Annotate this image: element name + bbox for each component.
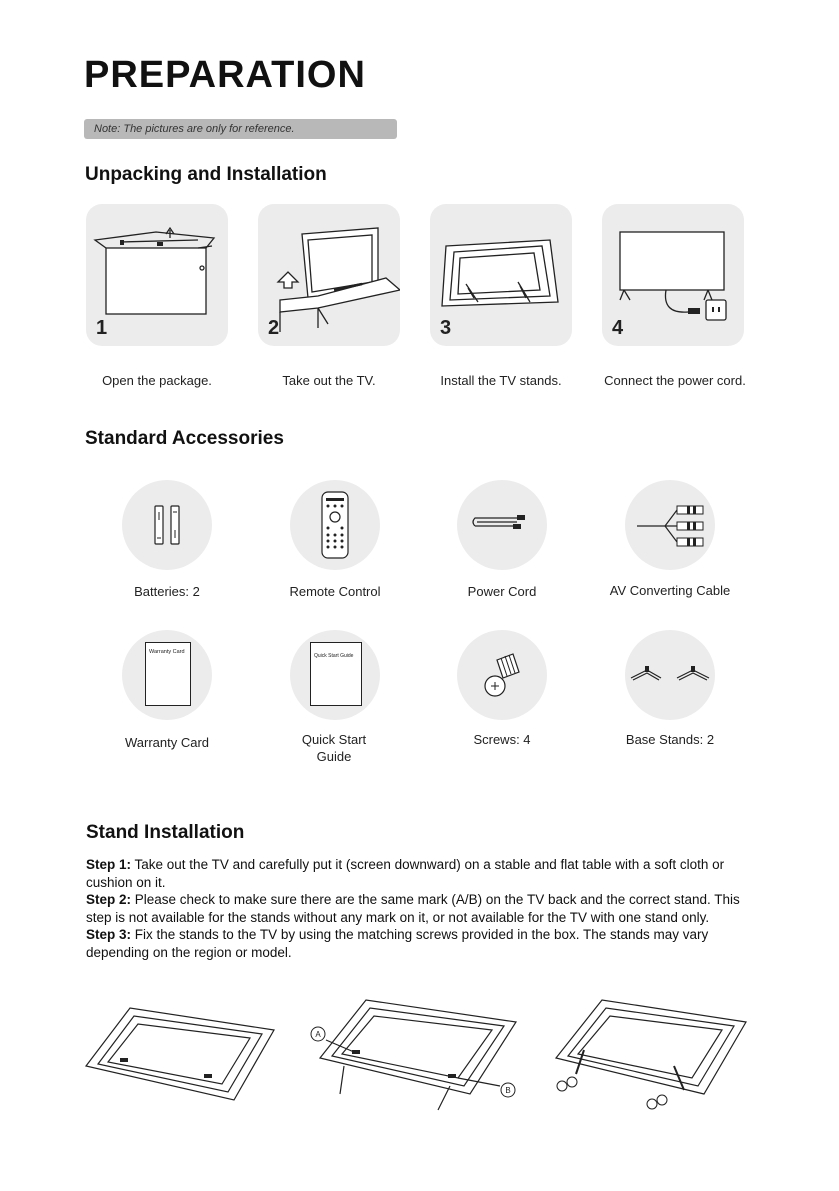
av-cable-icon [625, 480, 715, 570]
page-title: PREPARATION [84, 54, 366, 96]
step-card-take-out-tv [258, 204, 400, 346]
warranty-card-icon [145, 642, 191, 706]
step-3-text [86, 926, 756, 961]
step-caption: Take out the TV. [282, 373, 376, 388]
accessories-heading: Standard Accessories [85, 428, 284, 449]
accessory-label: AV Converting Cable [609, 583, 731, 598]
reference-note: Note: The pictures are only for reference. [84, 119, 397, 139]
guide-booklet-icon [310, 642, 362, 706]
quick-start-guide-item [290, 630, 380, 720]
unpacking-heading: Unpacking and Installation [85, 164, 327, 185]
install-stands-illustration [430, 204, 572, 346]
connect-power-illustration [602, 204, 744, 346]
step-2-text [86, 891, 756, 926]
warranty-card-item [122, 630, 212, 720]
stand-alignment-diagram [300, 994, 520, 1120]
guide-booklet-text: Quick Start Guide [314, 653, 354, 659]
marker-b-label: B [505, 1086, 511, 1095]
stand-steps [86, 856, 756, 961]
step-card-install-stands [430, 204, 572, 346]
screws-item [457, 630, 547, 720]
step-number: 3 [440, 317, 452, 339]
step-label: Step 1: [86, 857, 132, 872]
accessory-label: Warranty Card [124, 735, 210, 750]
open-package-illustration [86, 204, 228, 346]
take-out-tv-illustration [258, 204, 400, 346]
accessory-label: Remote Control [289, 584, 381, 599]
batteries-item [122, 480, 212, 570]
marker-a-label: A [315, 1030, 321, 1039]
step-caption: Open the package. [102, 373, 212, 388]
power-cord-icon [457, 480, 547, 570]
accessory-label: Base Stands: 2 [625, 732, 715, 747]
step-label: Step 3: [86, 927, 132, 942]
step-body: Please check to make sure there are the same mark (A/B) on the TV back and the correct stand. This step is not available for the stands without any mark on it, or not available for the TV with one stand only. [86, 892, 740, 925]
power-cord-item [457, 480, 547, 570]
accessory-label: Screws: 4 [473, 732, 531, 747]
step-1-text [86, 856, 756, 891]
step-number: 4 [612, 317, 624, 339]
base-stand-icon [625, 630, 715, 720]
step-body: Take out the TV and carefully put it (screen downward) on a stable and flat table with a soft cloth or cushion on it. [86, 857, 725, 890]
accessory-label: Quick Start Guide [301, 732, 367, 764]
step-body: Fix the stands to the TV by using the matching screws provided in the box. The stands may vary depending on the region or model. [86, 927, 709, 960]
accessory-label: Batteries: 2 [134, 584, 200, 599]
warranty-card-text: Warranty Card [149, 649, 185, 655]
step-caption: Install the TV stands. [440, 373, 562, 388]
remote-control-icon [290, 480, 380, 570]
step-card-connect-power [602, 204, 744, 346]
step-caption: Connect the power cord. [604, 373, 746, 388]
av-cable-item [625, 480, 715, 570]
step-number: 2 [268, 317, 280, 339]
step-label: Step 2: [86, 892, 132, 907]
battery-icon [122, 480, 212, 570]
accessory-label: Power Cord [467, 584, 537, 599]
remote-control-item [290, 480, 380, 570]
screw-icon [457, 630, 547, 720]
tv-facedown-diagram [84, 996, 284, 1108]
base-stands-item [625, 630, 715, 720]
stand-fixing-diagram [550, 994, 750, 1120]
stand-installation-heading: Stand Installation [86, 822, 245, 843]
step-number: 1 [96, 317, 108, 339]
step-card-open-package [86, 204, 228, 346]
